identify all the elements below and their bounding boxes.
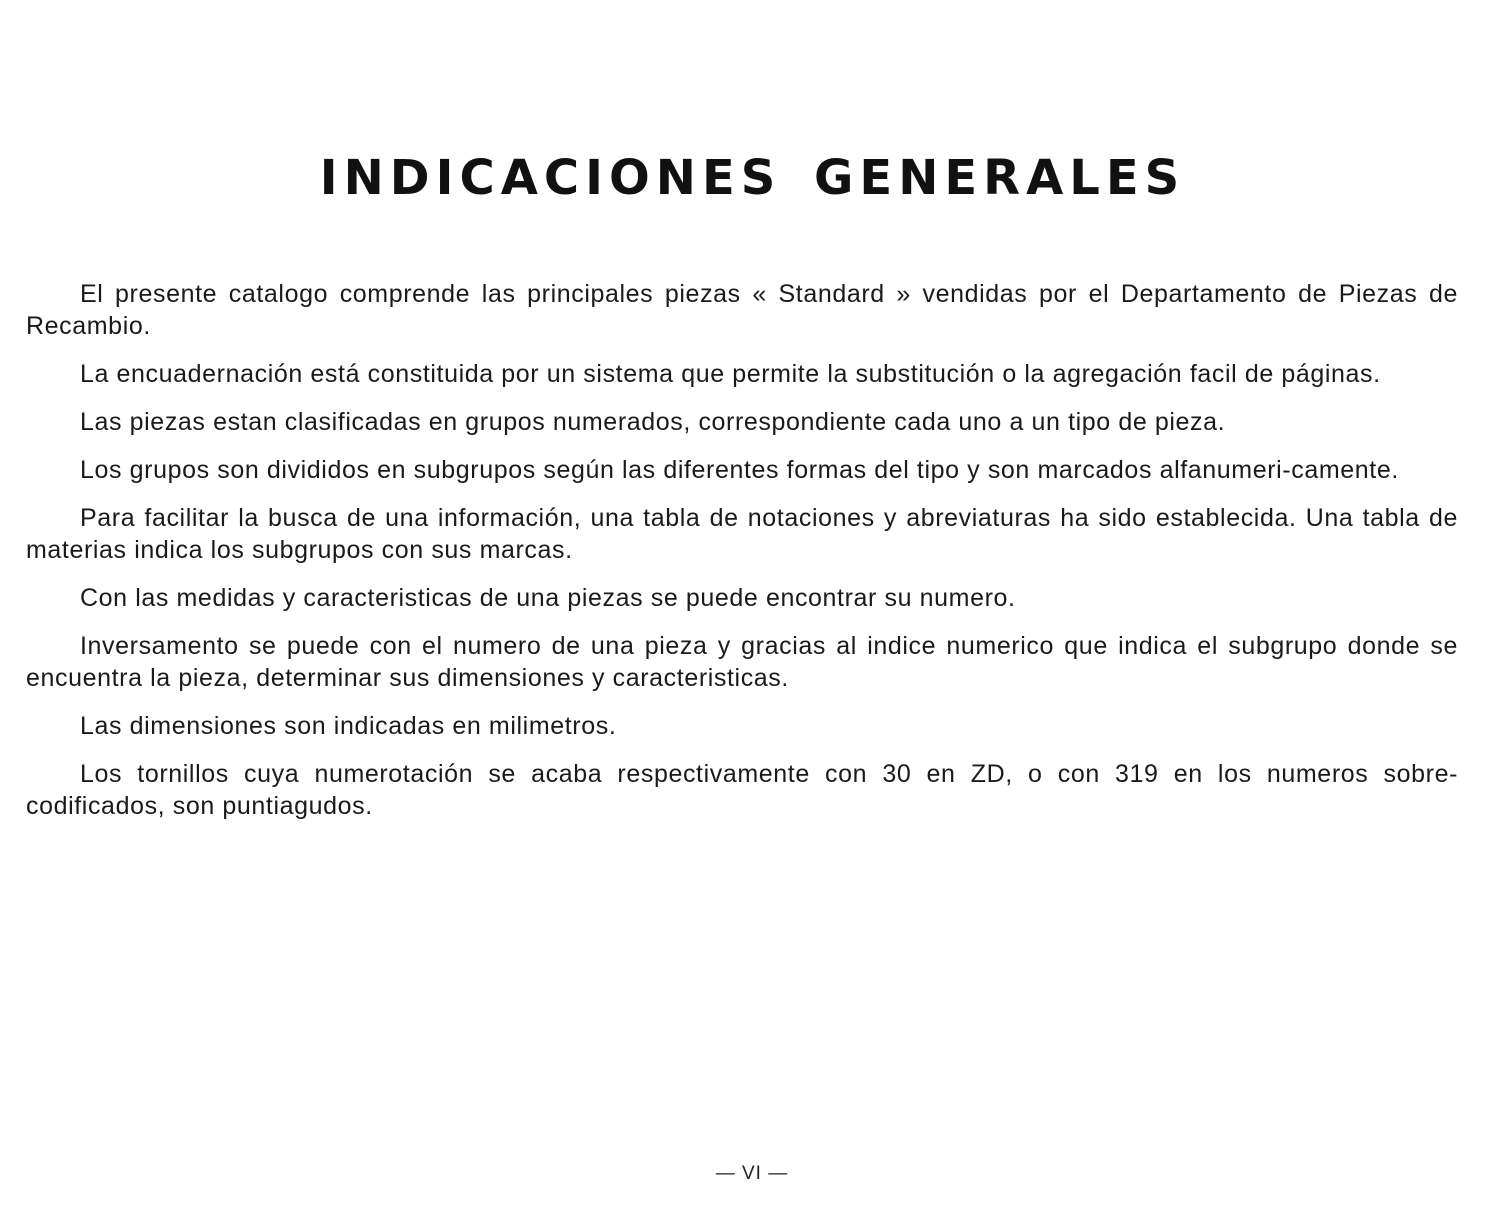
paragraph: Con las medidas y caracteristicas de una piezas se puede encontrar su numero. — [80, 584, 1016, 612]
paragraph: Los grupos son divididos en subgrupos según las diferentes formas del tipo y son marcados alfanumeri-camente. — [80, 456, 1399, 484]
page-number: — VI — — [715, 1163, 789, 1184]
paragraph: Inversamento se puede con el numero de una pieza y gracias al indice numerico que indica el subgrupo donde se encuentra la pieza, determinar sus dimensiones y caracteristicas. — [26, 632, 1458, 692]
paragraph: Las dimensiones son indicadas en milimetros. — [80, 712, 617, 740]
page-title: INDICACIONES GENERALES — [319, 150, 1186, 206]
paragraph: Las piezas estan clasificadas en grupos numerados, correspondiente cada uno a un tipo de pieza. — [80, 408, 1226, 436]
body-text — [26, 278, 1458, 838]
paragraph: Los tornillos cuya numerotación se acaba respectivamente con 30 en ZD, o con 319 en los numeros sobre-codificados, son puntiagudos. — [26, 760, 1458, 820]
paragraph: La encuadernación está constituida por un sistema que permite la substitución o la agregación facil de páginas. — [80, 360, 1381, 388]
paragraph: El presente catalogo comprende las principales piezas « Standard » vendidas por el Departamento de Piezas de Recambio. — [26, 280, 1458, 340]
paragraph: Para facilitar la busca de una información, una tabla de notaciones y abreviaturas ha sido establecida. Una tabla de materias indica los subgrupos con sus marcas. — [26, 504, 1458, 564]
